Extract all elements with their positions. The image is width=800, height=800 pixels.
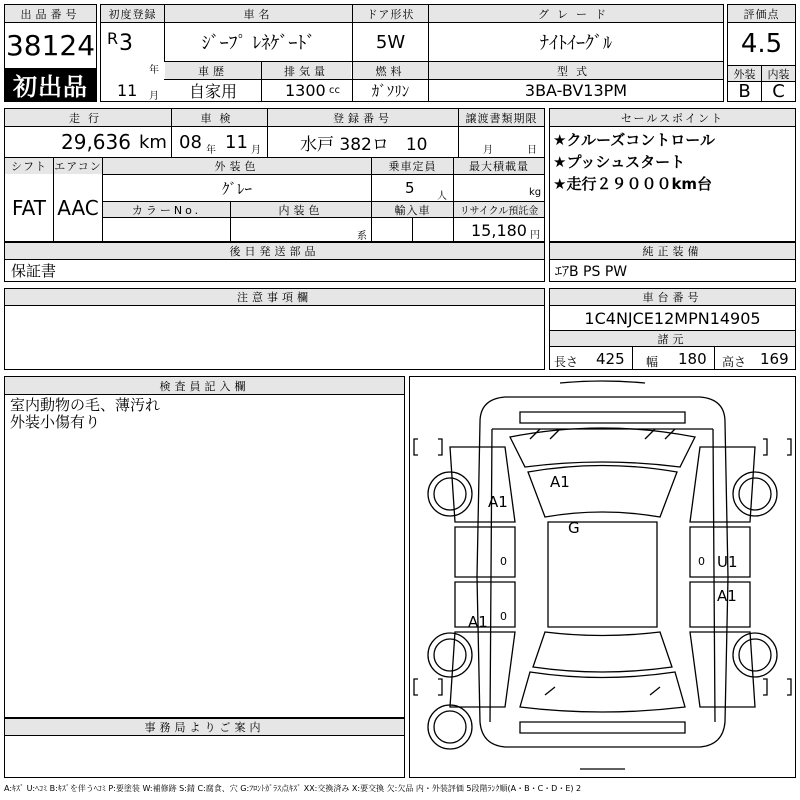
length: 425	[596, 349, 625, 368]
era-year: 3	[119, 31, 133, 56]
zero-mark-2: 0	[698, 555, 705, 568]
transfer-label: 譲渡書類期限	[459, 109, 544, 126]
first-listing-text: 初出品	[13, 73, 88, 101]
details-section	[4, 108, 545, 242]
lot-section	[4, 4, 97, 102]
inspector-note-1: 室内動物の毛、薄汚れ	[10, 396, 161, 414]
first-listing-badge	[5, 68, 96, 101]
equipment-label: 純正装備	[550, 243, 795, 259]
height-label: 高さ	[722, 355, 747, 369]
specs-label: 諸元	[550, 331, 795, 346]
front-bumper	[520, 412, 685, 423]
chassis-number: 1C4NJCE12MPN14905	[584, 308, 761, 328]
score-section	[727, 4, 796, 102]
ext-color: ｸﾞﾚｰ	[221, 179, 252, 198]
car-name: ｼﾞｰﾌﾟ ﾚﾈｹﾞｰﾄﾞ	[201, 33, 316, 54]
ext-grade-label: 外装	[728, 66, 761, 81]
history: 自家用	[188, 82, 237, 101]
displacement: 1300	[285, 81, 326, 100]
history-label: 車歴	[165, 62, 261, 79]
sales-point-2: ★プッシュスタート	[553, 152, 686, 171]
inspection-year-unit: 年	[206, 145, 216, 156]
mark-left-rear: A1	[468, 613, 488, 631]
sales-points-section	[549, 108, 796, 242]
inspector-section	[4, 376, 405, 718]
later-parts-section	[4, 242, 545, 282]
length-label: 長さ	[554, 355, 579, 369]
shift-label: シフト	[5, 158, 53, 174]
mileage-unit: km	[139, 131, 167, 153]
int-grade: C	[772, 81, 785, 102]
sales-point-3: ★走行２９０００km台	[553, 174, 713, 193]
max-load-label: 最大積載量	[454, 158, 544, 174]
car-name-label: 車名	[165, 5, 352, 22]
height: 169	[760, 349, 789, 368]
equipment-section	[549, 242, 796, 282]
vehicle-header-section	[100, 4, 724, 102]
zero-mark-3: 0	[500, 610, 507, 623]
later-parts: 保証書	[11, 262, 57, 280]
right-front-fender	[690, 447, 755, 522]
roof	[548, 522, 657, 627]
grade: ﾅｲﾄｲｰｸﾞﾙ	[540, 33, 612, 54]
model: 3BA-BV13PM	[524, 81, 628, 100]
month-unit: 月	[149, 91, 159, 102]
model-label: 型式	[429, 62, 723, 79]
office-section	[4, 718, 405, 778]
hood	[510, 428, 695, 467]
sales-points-label: セールスポイント	[550, 109, 795, 126]
ac: AAC	[57, 196, 99, 220]
office-label: 事務局よりご案内	[5, 719, 404, 735]
tailgate	[520, 672, 685, 712]
mark-roof: A1	[550, 473, 570, 491]
mark-right-rear-fender: A1	[717, 587, 737, 605]
mark-right-rear-door: U1	[717, 553, 738, 571]
first-reg-month: 11	[117, 81, 138, 100]
transfer-day-unit: 日	[527, 145, 537, 156]
score: 4.5	[740, 29, 783, 59]
inspector-label: 検査員記入欄	[5, 377, 404, 394]
int-grade-label: 内装	[762, 66, 795, 81]
grade-label: グレード	[429, 5, 723, 22]
era-letter: R	[107, 29, 119, 48]
import-label: 輸入車	[372, 202, 453, 217]
plate: 水戸 382ロ 10	[300, 134, 428, 155]
lot-number: 38124	[5, 28, 96, 62]
caution-label: 注意事項欄	[5, 289, 544, 305]
door-type: 5W	[375, 31, 406, 53]
recycle-unit: 円	[530, 230, 540, 241]
ext-color-label: 外装色	[103, 158, 371, 174]
capacity-unit: 人	[437, 191, 447, 202]
inspection-month: 11	[225, 131, 248, 153]
displacement-label: 排気量	[262, 62, 351, 79]
year-unit: 年	[149, 65, 159, 76]
legend: A:ｷｽﾞ U:ﾍｺﾐ B:ｷｽﾞを伴うﾍｺﾐ P:要塗装 W:補修跡 S:錆 C:腐食、穴 G:ﾌﾛﾝﾄｶﾞﾗｽ点ｷｽﾞ XX:交換済み X:要交換 欠:欠品 内・外装評価 5段階ﾗﾝｸ順(A・B・C・D・E) 2	[4, 783, 582, 793]
rear-bumper	[520, 722, 685, 733]
rear-window	[533, 632, 672, 672]
sales-point-1: ★クルーズコントロール	[553, 130, 715, 149]
caution-section	[4, 288, 545, 370]
equipment: ｴｱB PS PW	[555, 263, 628, 280]
door-label: ドア形状	[353, 5, 428, 22]
color-no-label: カラーNo.	[103, 202, 230, 217]
width: 180	[678, 349, 707, 368]
left-rear-fender	[450, 632, 515, 707]
shift: FAT	[11, 196, 46, 220]
damage-diagram	[409, 376, 796, 778]
recycle-label: リサイクル預託金	[454, 202, 544, 217]
fuel-label: 燃料	[353, 62, 428, 79]
chassis-label: 車台番号	[550, 289, 795, 305]
mileage-label: 走行	[5, 109, 171, 126]
zero-mark-1: 0	[500, 555, 507, 568]
inspector-note-2: 外装小傷有り	[10, 413, 101, 431]
plate-label: 登録番号	[268, 109, 458, 126]
fuel: ｶﾞｿﾘﾝ	[371, 82, 410, 100]
chassis-section	[549, 288, 796, 370]
right-rear-fender	[690, 632, 755, 707]
capacity-label: 乗車定員	[372, 158, 453, 174]
int-color-label: 内装色	[231, 202, 371, 217]
int-color-unit: 系	[357, 231, 367, 242]
ac-label: エアコン	[54, 160, 102, 173]
lot-no-label: 出品番号	[5, 5, 96, 22]
car-outline-diagram	[410, 377, 795, 777]
ext-grade: B	[738, 81, 751, 102]
max-load-unit: kg	[529, 187, 542, 198]
later-parts-label: 後日発送部品	[5, 243, 544, 259]
score-label: 評価点	[728, 5, 795, 22]
inspection-year: 08	[179, 131, 202, 153]
inspection-label: 車検	[172, 109, 267, 126]
recycle: 15,180	[471, 220, 527, 240]
width-label: 幅	[646, 355, 659, 369]
left-front-door	[455, 527, 515, 577]
capacity: 5	[405, 179, 415, 197]
mark-left-front: A1	[488, 493, 508, 511]
mileage: 29,636	[61, 130, 131, 154]
inspection-month-unit: 月	[251, 145, 261, 156]
first-reg-label: 初度登録	[101, 5, 164, 22]
displacement-unit: cc	[329, 85, 340, 96]
transfer-month-unit: 月	[483, 145, 493, 156]
mark-windshield: G	[568, 519, 580, 537]
